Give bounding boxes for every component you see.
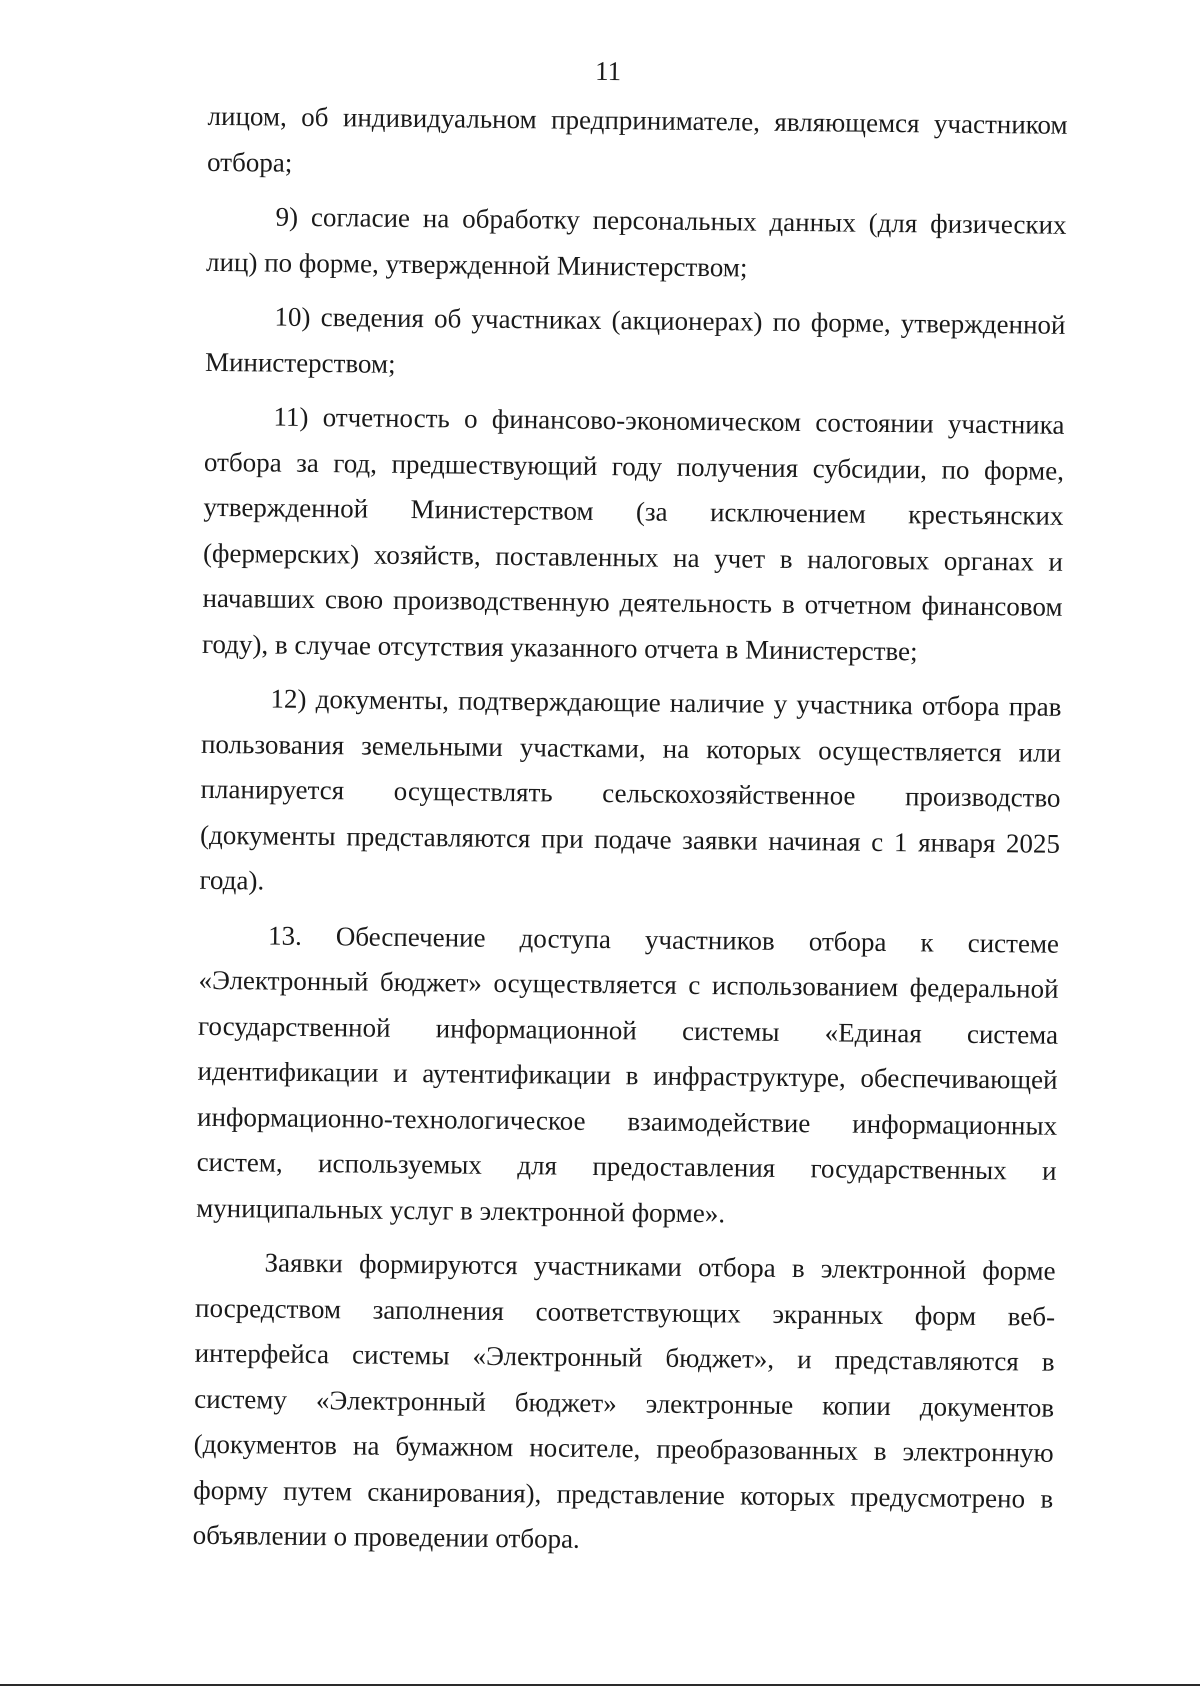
document-body [192, 94, 1067, 1576]
scan-bottom-edge [0, 1684, 1200, 1686]
paragraph-applications: Заявки формируются участниками отбора в электронной форме посредством заполнения соответствующих экранных форм веб-интерфейса системы «Электронный бюджет», и представляются в систему «Электронный бюджет» электронные копии документов (документов на бумажном носителе, преобразованных в электронную форму путем сканирования), представление которых предусмотрено в объявлении о проведении отбора. [192, 1247, 1056, 1554]
paragraph-item-10: 10) сведения об участниках (акционерах) по форме, утвержденной Министерством; [204, 301, 1066, 379]
paragraph-section-13: 13. Обеспечение доступа участников отбора к системе «Электронный бюджет» осуществляется с использованием федеральной государственной информационной системы «Единая система идентификации и аутентификации в инфраструктуре, обеспечивающей информационно-технологическое взаимодействие информационных систем, используемых для предоставления государственных и муниципальных услуг в электронной форме». [196, 920, 1060, 1228]
paragraph-item-12: 12) документы, подтверждающие наличие у участника отбора прав пользования земельными участками, на которых осуществляется или планируется осуществлять сельскохозяйственное производство (документы представляются при подаче заявки начиная с 1 января 2025 года). [199, 683, 1062, 896]
paragraph-item-9: 9) согласие на обработку персональных данных (для физических лиц) по форме, утвержденной Министерством; [205, 201, 1067, 283]
page-number: 11 [594, 55, 622, 87]
paragraph-continuation: лицом, об индивидуальном предпринимателе, являющемся участником отбора; [206, 100, 1068, 178]
paragraph-item-11: 11) отчетность о финансово-экономическом состоянии участника отбора за год, предшествующий году получения субсидии, по форме, утвержденной Министерством (за исключением крестьянских (фермерских) хозяйств, поставленных на учет в налоговых органах и начавших свою производственную деятельность в отчетном финансовом году), в случае отсутствия указанного отчета в Министерстве; [201, 401, 1065, 666]
